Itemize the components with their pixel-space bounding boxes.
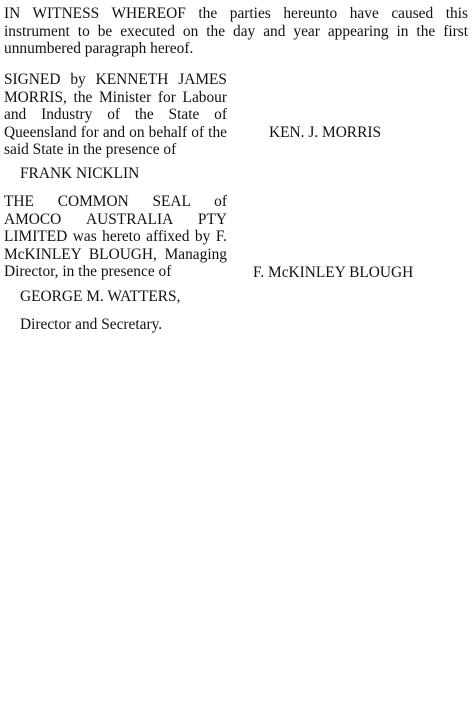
minister-signing-block: [4, 71, 468, 159]
company-seal-block: [4, 193, 468, 281]
minister-witness-name: FRANK NICKLIN: [20, 165, 140, 182]
attestation-paragraph: IN WITNESS WHEREOF the parties hereunto have caused this instrument to be executed on the day and year appearing in the first unnumbered paragraph hereof.: [4, 5, 468, 58]
company-signature: F. McKINLEY BLOUGH: [253, 264, 414, 281]
minister-signature: KEN. J. MORRIS: [269, 124, 382, 141]
minister-signing-clause: SIGNED by KENNETH JAMES MORRIS, the Minister for Labour and Industry of the State of Queensland for and on behalf of the said State in the presence of: [4, 71, 227, 159]
company-witness-title: Director and Secretary.: [20, 316, 163, 333]
company-witness-name: GEORGE M. WATTERS,: [20, 288, 181, 305]
company-seal-clause: THE COMMON SEAL of AMOCO AUSTRALIA PTY LIMITED was hereto affixed by F. McKINLEY BLOUGH, Managing Director, in the presence of: [4, 193, 227, 281]
